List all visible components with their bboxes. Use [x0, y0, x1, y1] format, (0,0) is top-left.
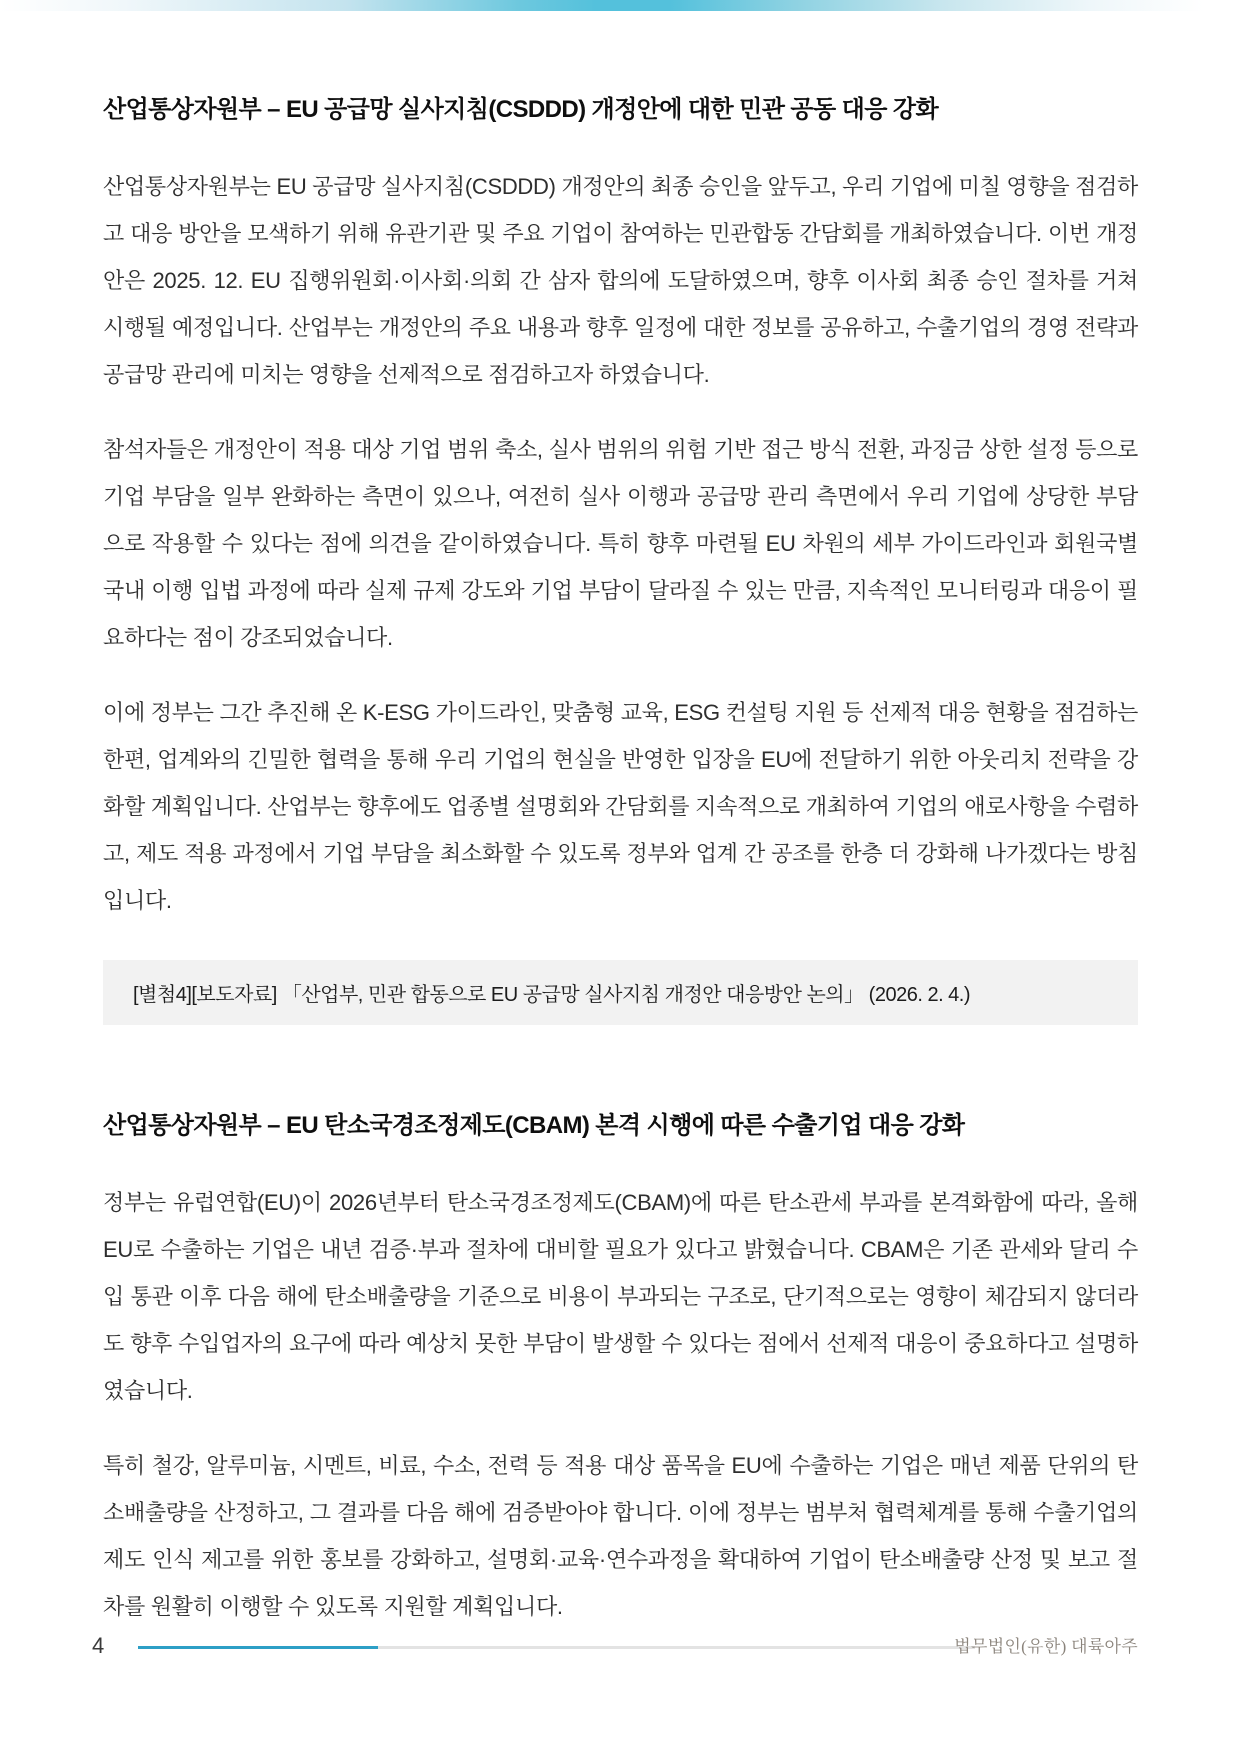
paragraph: 참석자들은 개정안이 적용 대상 기업 범위 축소, 실사 범위의 위험 기반 접근 방식 전환, 과징금 상한 설정 등으로 기업 부담을 일부 완화하는 측면이 있으나, 여전히 실사 이행과 공급망 관리 측면에서 우리 기업에 상당한 부담으로 작용할 수 있다는 점에 의견을 같이하였습니다. 특히 향후 마련될 EU 차원의 세부 가이드라인과 회원국별 국내 이행 입법 과정에 따라 실제 규제 강도와 기업 부담이 달라질 수 있는 만큼, 지속적인 모니터링과 대응이 필요하다는 점이 강조되었습니다.	[103, 437, 1138, 650]
top-accent-band	[0, 0, 1241, 11]
newsletter-content	[0, 11, 1241, 1630]
section-cbam	[103, 1111, 1138, 1630]
section-heading-cbam: 산업통상자원부 – EU 탄소국경조정제도(CBAM) 본격 시행에 따른 수출기업 대응 강화	[103, 1112, 965, 1139]
footer-rule	[138, 1646, 975, 1649]
page-number: 4	[92, 1633, 105, 1658]
attachment-reference-box[interactable]	[103, 960, 1138, 1025]
law-firm-name: 법무법인(유한) 대륙아주	[954, 1637, 1138, 1656]
attachment-reference-text: [별첨4][보도자료] 「산업부, 민관 합동으로 EU 공급망 실사지침 개정안 대응방안 논의」 (2026. 2. 4.)	[133, 984, 971, 1006]
footer-rule-accent	[138, 1646, 378, 1649]
section-heading-csddd: 산업통상자원부 – EU 공급망 실사지침(CSDDD) 개정안에 대한 민관 공동 대응 강화	[103, 96, 939, 123]
paragraph: 정부는 유럽연합(EU)이 2026년부터 탄소국경조정제도(CBAM)에 따른 탄소관세 부과를 본격화함에 따라, 올해 EU로 수출하는 기업은 내년 검증·부과 절차에 대비할 필요가 있다고 밝혔습니다. CBAM은 기존 관세와 달리 수입 통관 이후 다음 해에 탄소배출량을 기준으로 비용이 부과되는 구조로, 단기적으로는 영향이 체감되지 않더라도 향후 수입업자의 요구에 따라 예상치 못한 부담이 발생할 수 있다는 점에서 선제적 대응이 중요하다고 설명하였습니다.	[103, 1190, 1138, 1403]
paragraph: 특히 철강, 알루미늄, 시멘트, 비료, 수소, 전력 등 적용 대상 품목을 EU에 수출하는 기업은 매년 제품 단위의 탄소배출량을 산정하고, 그 결과를 다음 해에 검증받아야 합니다. 이에 정부는 범부처 협력체계를 통해 수출기업의 제도 인식 제고를 위한 홍보를 강화하고, 설명회·교육·연수과정을 확대하여 기업이 탄소배출량 산정 및 보고 절차를 원활히 이행할 수 있도록 지원할 계획입니다.	[103, 1453, 1138, 1619]
paragraph: 산업통상자원부는 EU 공급망 실사지침(CSDDD) 개정안의 최종 승인을 앞두고, 우리 기업에 미칠 영향을 점검하고 대응 방안을 모색하기 위해 유관기관 및 주요 기업이 참여하는 민관합동 간담회를 개최하였습니다. 이번 개정안은 2025. 12. EU 집행위원회·이사회·의회 간 삼자 합의에 도달하였으며, 향후 이사회 최종 승인 절차를 거쳐 시행될 예정입니다. 산업부는 개정안의 주요 내용과 향후 일정에 대한 정보를 공유하고, 수출기업의 경영 전략과 공급망 관리에 미치는 영향을 선제적으로 점검하고자 하였습니다.	[103, 174, 1138, 387]
section-csddd	[103, 95, 1138, 1025]
paragraph: 이에 정부는 그간 추진해 온 K-ESG 가이드라인, 맞춤형 교육, ESG 컨설팅 지원 등 선제적 대응 현황을 점검하는 한편, 업계와의 긴밀한 협력을 통해 우리 기업의 현실을 반영한 입장을 EU에 전달하기 위한 아웃리치 전략을 강화할 계획입니다. 산업부는 향후에도 업종별 설명회와 간담회를 지속적으로 개최하여 기업의 애로사항을 수렴하고, 제도 적용 과정에서 기업 부담을 최소화할 수 있도록 정부와 업계 간 공조를 한층 더 강화해 나가겠다는 방침입니다.	[103, 700, 1138, 913]
